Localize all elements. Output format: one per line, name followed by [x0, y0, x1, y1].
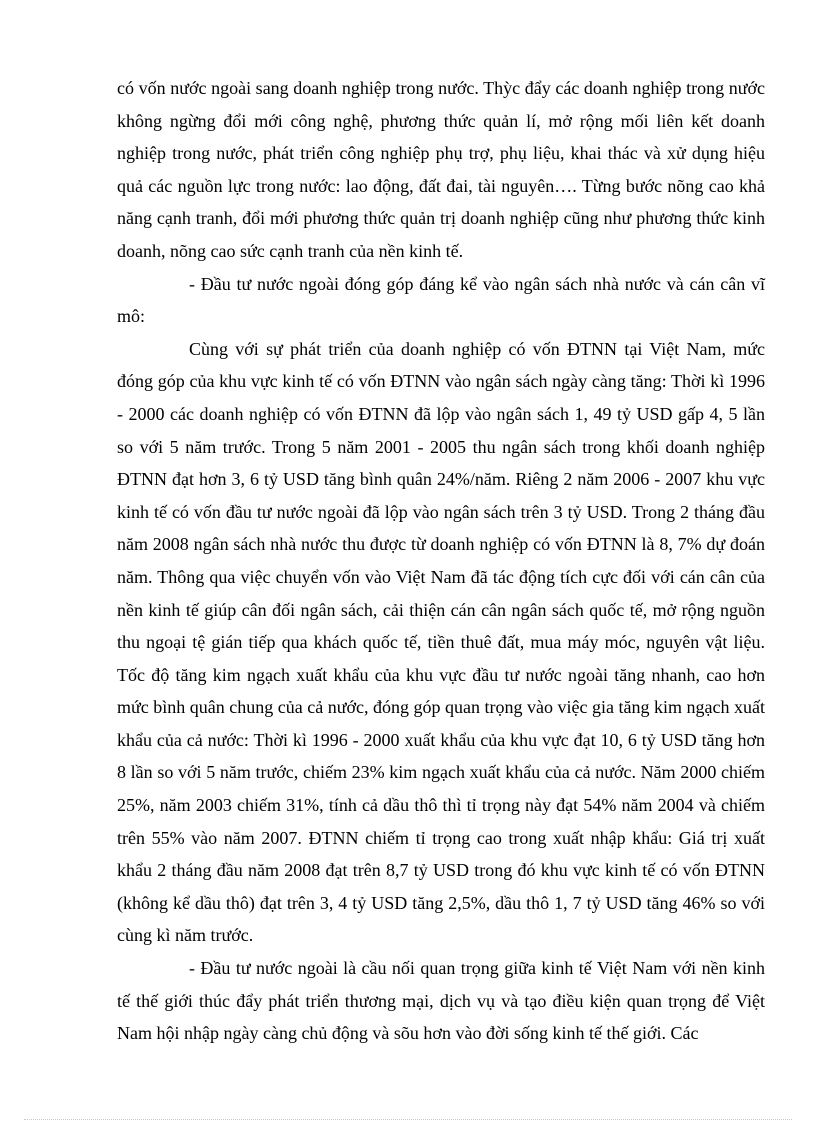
- paragraph-4: - Đầu tư nước ngoài là cầu nối quan trọng giữa kinh tế Việt Nam với nền kinh tế thế giới thúc đẩy phát triển thương mại, dịch vụ và tạo điều kiện quan trọng để Việt Nam hội nhập ngày càng chủ động và sõu hơn vào đời sống kinh tế thế giới. Các: [117, 958, 765, 1044]
- page-bottom-edge: [24, 1119, 792, 1120]
- paragraph-3: Cùng với sự phát triển của doanh nghiệp có vốn ĐTNN tại Việt Nam, mức đóng góp của khu vực kinh tế có vốn ĐTNN vào ngân sách ngày càng tăng: Thời kì 1996 - 2000 các doanh nghiệp có vốn ĐTNN đã lộp vào ngân sách 1, 49 tỷ USD gấp 4, 5 lần so với 5 năm trước. Trong 5 năm 2001 - 2005 thu ngân sách trong khối doanh nghiệp ĐTNN đạt hơn 3, 6 tỷ USD tăng bình quân 24%/năm. Riêng 2 năm 2006 - 2007 khu vực kinh tế có vốn đầu tư nước ngoài đã lộp vào ngân sách trên 3 tỷ USD. Trong 2 tháng đầu năm 2008 ngân sách nhà nước thu được từ doanh nghiệp có vốn ĐTNN là 8, 7% dự đoán năm. Thông qua việc chuyển vốn vào Việt Nam đã tác động tích cực đối với cán cân của nền kinh tế giúp cân đối ngân sách, cải thiện cán cân ngân sách quốc tế, mở rộng nguồn thu ngoại tệ gián tiếp qua khách quốc tế, tiền thuê đất, mua máy móc, nguyên vật liệu. Tốc độ tăng kim ngạch xuất khẩu của khu vực đầu tư nước ngoài tăng nhanh, cao hơn mức bình quân chung của cả nước, đóng góp quan trọng vào việc gia tăng kim ngạch xuất khẩu của cả nước: Thời kì 1996 - 2000 xuất khẩu của khu vực đạt 10, 6 tỷ USD tăng hơn 8 lần so với 5 năm trước, chiếm 23% kim ngạch xuất khẩu của cả nước. Năm 2000 chiếm 25%, năm 2003 chiếm 31%, tính cả dầu thô thì tỉ trọng này đạt 54% năm 2004 và chiếm trên 55% vào năm 2007. ĐTNN chiếm tỉ trọng cao trong xuất nhập khẩu: Giá trị xuất khẩu 2 tháng đầu năm 2008 đạt trên 8,7 tỷ USD trong đó khu vực kinh tế có vốn ĐTNN (không kể dầu thô) đạt trên 3, 4 tỷ USD tăng 2,5%, dầu thô 1, 7 tỷ USD tăng 46% so với cùng kì năm trước.: [117, 338, 765, 946]
- paragraph-2: - Đầu tư nước ngoài đóng góp đáng kể vào ngân sách nhà nước và cán cân vĩ mô:: [117, 273, 765, 327]
- paragraph-1: có vốn nước ngoài sang doanh nghiệp trong nước. Thỳc đẩy các doanh nghiệp trong nước không ngừng đổi mới công nghệ, phương thức quản lí, mở rộng mối liên kết doanh nghiệp trong nước, phát triển công nghiệp phụ trợ, phụ liệu, khai thác và xử dụng hiệu quả các nguồn lực trong nước: lao động, đất đai, tài nguyên…. Từng bước nõng cao khả năng cạnh tranh, đổi mới phương thức quản trị doanh nghiệp cũng như phương thức kinh doanh, nõng cao sức cạnh tranh của nền kinh tế.: [117, 78, 765, 261]
- body-text: [117, 72, 765, 1050]
